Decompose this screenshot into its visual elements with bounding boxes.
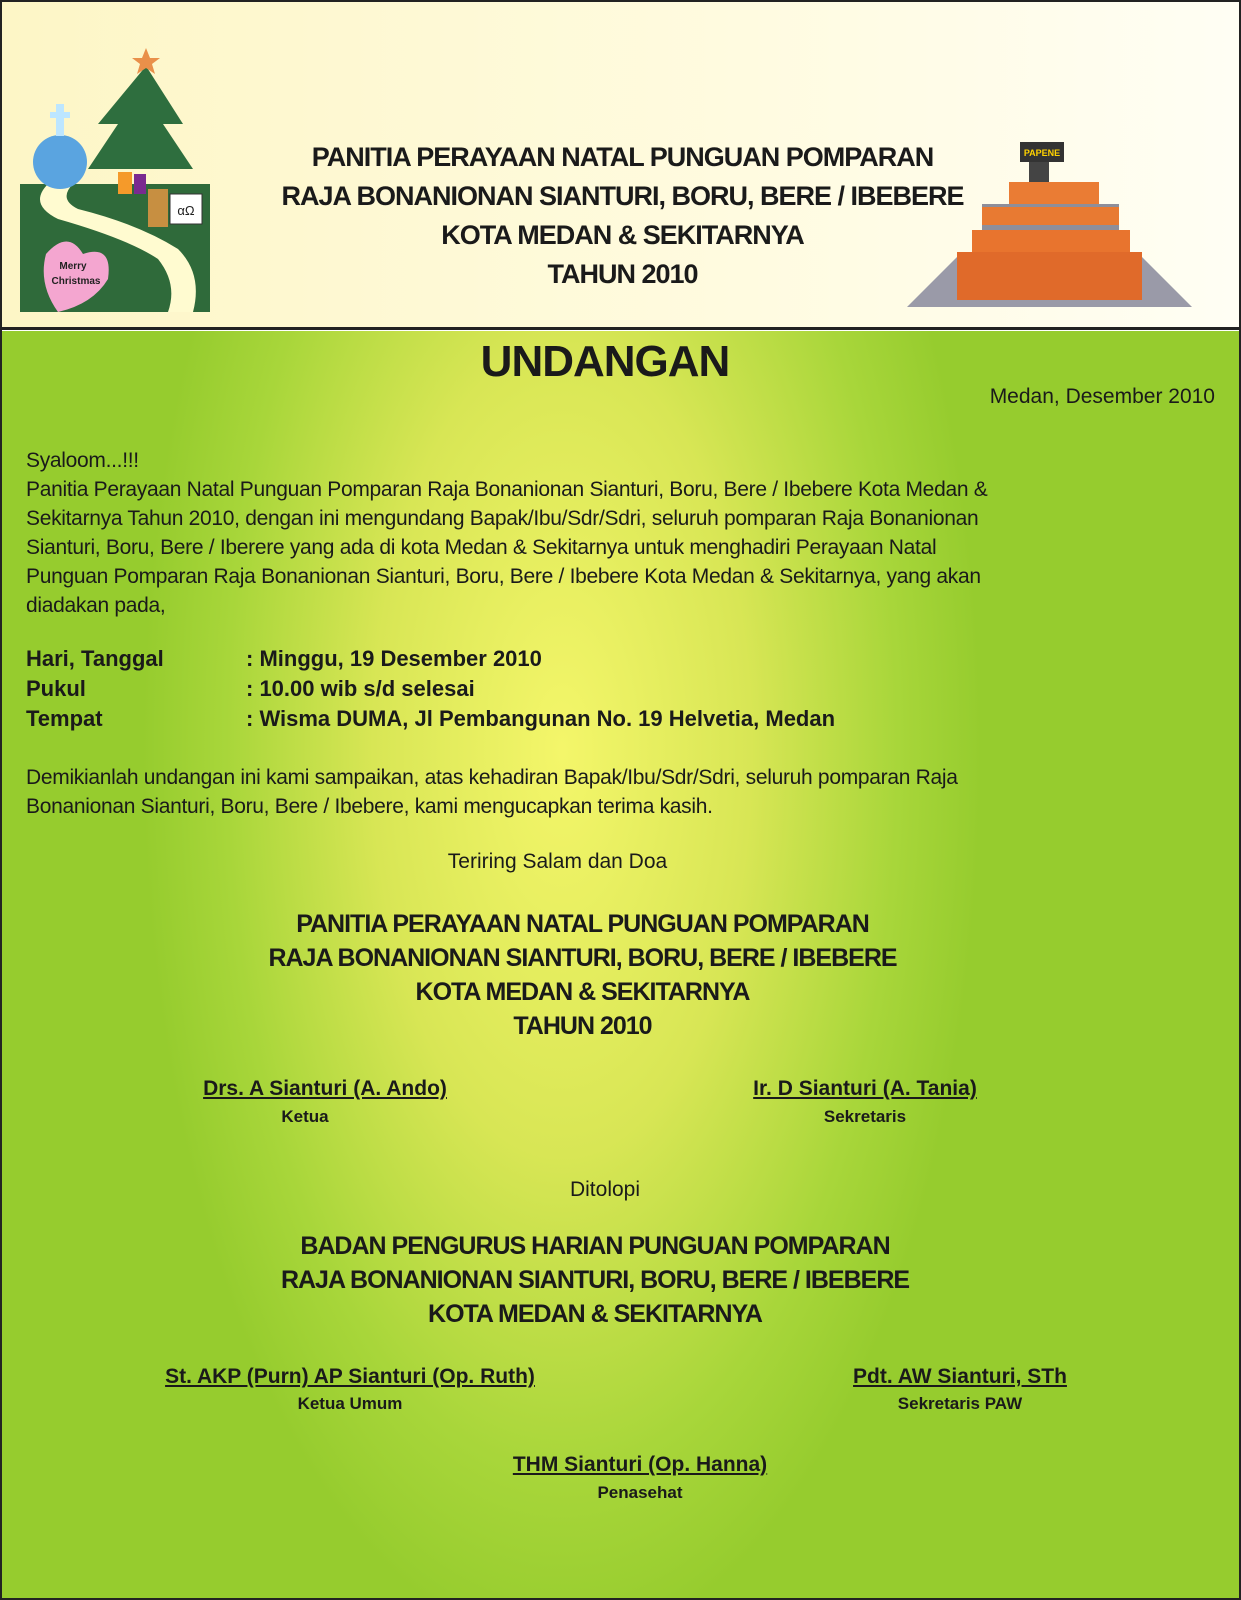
signer-name: St. AKP (Purn) AP Sianturi (Op. Ruth) [165, 1365, 535, 1388]
signer-role: Penasehat [597, 1483, 683, 1502]
paragraph-line: Panitia Perayaan Natal Punguan Pomparan Raja Bonanionan Sianturi, Boru, Bere / Ibebere Kota Medan & [26, 478, 988, 501]
signer-name: Drs. A Sianturi (A. Ando) [203, 1077, 447, 1100]
salutation: Teriring Salam dan Doa [447, 850, 668, 873]
svg-text:Merry: Merry [59, 261, 87, 272]
committee-line: RAJA BONANIONAN SIANTURI, BORU, BERE / IBEBERE [268, 944, 897, 972]
closing-line: Bonanionan Sianturi, Boru, Bere / Ibebere, kami mengucapkan terima kasih. [26, 795, 713, 818]
signer-name: THM Sianturi (Op. Hanna) [512, 1453, 768, 1476]
endorsed-label: Ditolopi [569, 1178, 641, 1201]
committee-line: KOTA MEDAN & SEKITARNYA [415, 978, 750, 1006]
svg-text:Christmas: Christmas [51, 276, 101, 287]
page-title: UNDANGAN [480, 337, 730, 386]
detail-value: : 10.00 wib s/d selesai [246, 676, 475, 701]
board-line: RAJA BONANIONAN SIANTURI, BORU, BERE / IBEBERE [280, 1266, 910, 1294]
signer-role: Sekretaris [823, 1107, 907, 1126]
header-line: TAHUN 2010 [547, 259, 698, 289]
detail-label: Pukul [26, 676, 86, 701]
date-text: Medan, Desember 2010 [989, 385, 1215, 408]
detail-value: : Minggu, 19 Desember 2010 [246, 646, 542, 671]
closing-line: Demikianlah undangan ini kami sampaikan, atas kehadiran Bapak/Ibu/Sdr/Sdri, seluruh pomparan Raja [26, 766, 958, 789]
header-line: RAJA BONANIONAN SIANTURI, BORU, BERE / IBEBERE [281, 181, 964, 211]
detail-label: Hari, Tanggal [26, 646, 164, 671]
committee-line: PANITIA PERAYAAN NATAL PUNGUAN POMPARAN [296, 910, 869, 938]
paragraph-line: Punguan Pomparan Raja Bonanionan Sianturi, Boru, Bere / Ibebere Kota Medan & Sekitarnya, yang akan [26, 565, 981, 588]
greeting: Syaloom...!!! [26, 449, 139, 472]
signer-role: Ketua [281, 1107, 329, 1126]
alpha-omega-text: αΩ [177, 203, 195, 218]
detail-date [26, 646, 542, 672]
paragraph-line: diadakan pada, [26, 594, 166, 617]
detail-value: : Wisma DUMA, Jl Pembangunan No. 19 Helvetia, Medan [246, 706, 836, 731]
board-line: BADAN PENGURUS HARIAN PUNGUAN POMPARAN [300, 1232, 890, 1260]
paragraph-line: Sekitarnya Tahun 2010, dengan ini mengundang Bapak/Ibu/Sdr/Sdri, seluruh pomparan Raja Bonanionan [26, 507, 979, 530]
signer-name: Ir. D Sianturi (A. Tania) [753, 1077, 977, 1100]
detail-place [26, 706, 836, 732]
detail-time [26, 676, 475, 702]
svg-text:PAPENE: PAPENE [1023, 148, 1061, 158]
committee-line: TAHUN 2010 [513, 1012, 652, 1040]
signer-role: Ketua Umum [297, 1394, 403, 1413]
board-line: KOTA MEDAN & SEKITARNYA [428, 1300, 762, 1328]
signer-role: Sekretaris PAW [897, 1394, 1023, 1413]
paragraph-line: Sianturi, Boru, Bere / Iberere yang ada di kota Medan & Sekitarnya untuk menghadiri Perayaan Natal [26, 536, 937, 559]
detail-label: Tempat [26, 706, 103, 731]
header-line: PANITIA PERAYAAN NATAL PUNGUAN POMPARAN [311, 142, 934, 172]
signer-name: Pdt. AW Sianturi, STh [853, 1365, 1067, 1388]
header-line: KOTA MEDAN & SEKITARNYA [441, 220, 804, 250]
